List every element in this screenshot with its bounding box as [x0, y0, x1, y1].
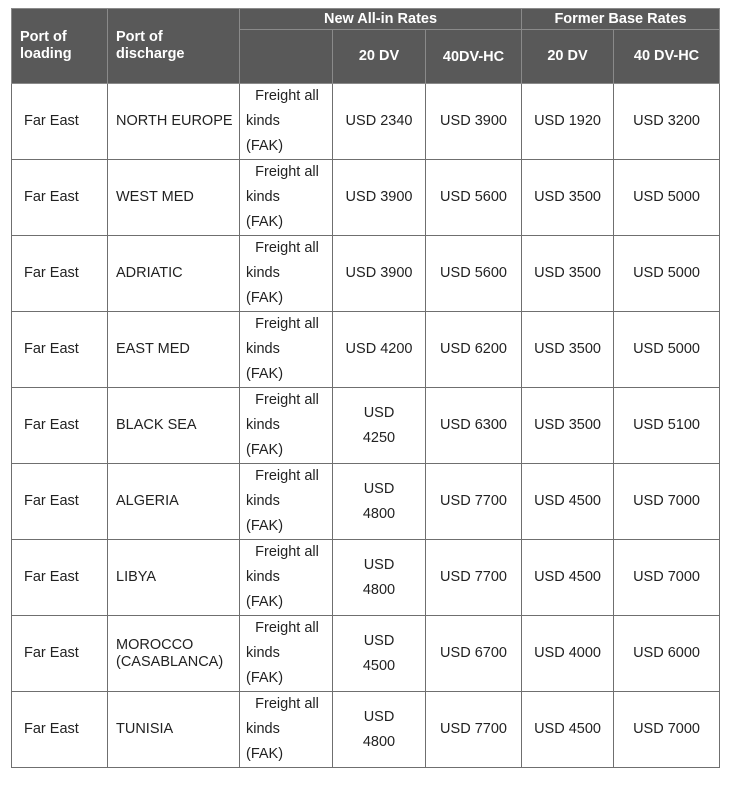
new-40dvhc-rate-cell: USD 6300 — [426, 388, 522, 464]
header-new-40dvhc: 40DV-HC — [426, 30, 522, 84]
former-20dv-rate-cell: USD 4500 — [522, 464, 614, 540]
former-40dvhc-rate-cell: USD 6000 — [614, 616, 720, 692]
port-of-loading-cell: Far East — [12, 312, 108, 388]
cargo-type-cell — [240, 616, 333, 692]
port-of-loading-cell: Far East — [12, 464, 108, 540]
table-row — [12, 84, 720, 160]
former-40dvhc-rate-cell: USD 7000 — [614, 692, 720, 768]
cargo-type-line: (FAK) — [246, 442, 284, 458]
new-20dv-rate-cell: USD 4800 — [333, 464, 426, 540]
port-of-discharge-cell: LIBYA — [108, 540, 240, 616]
cargo-type-line: kinds — [246, 189, 280, 205]
cargo-type-cell — [240, 464, 333, 540]
table-row — [12, 464, 720, 540]
new-20dv-rate-cell: USD 3900 — [333, 236, 426, 312]
new-40dvhc-rate-cell: USD 5600 — [426, 236, 522, 312]
new-40dvhc-rate-cell: USD 3900 — [426, 84, 522, 160]
former-40dvhc-rate-cell: USD 5000 — [614, 312, 720, 388]
cargo-type-line: (FAK) — [246, 138, 284, 154]
header-new-20dv: 20 DV — [333, 30, 426, 84]
cargo-type-cell — [240, 312, 333, 388]
new-40dvhc-rate-cell: USD 7700 — [426, 692, 522, 768]
cargo-type-line: (FAK) — [246, 746, 284, 762]
former-40dvhc-rate-cell: USD 5000 — [614, 160, 720, 236]
header-former-base-rates: Former Base Rates — [522, 9, 720, 30]
cargo-type-cell — [240, 540, 333, 616]
rates-table-body — [12, 84, 720, 768]
former-40dvhc-rate-cell: USD 7000 — [614, 540, 720, 616]
table-row — [12, 692, 720, 768]
header-former-40dvhc: 40 DV-HC — [614, 30, 720, 84]
former-20dv-rate-cell: USD 4500 — [522, 540, 614, 616]
port-of-loading-cell: Far East — [12, 236, 108, 312]
new-40dvhc-rate-cell: USD 5600 — [426, 160, 522, 236]
former-40dvhc-rate-cell: USD 3200 — [614, 84, 720, 160]
table-row — [12, 540, 720, 616]
cargo-type-line: kinds — [246, 721, 280, 737]
port-of-loading-cell: Far East — [12, 540, 108, 616]
cargo-type-line: kinds — [246, 417, 280, 433]
cargo-type-line: Freight all — [255, 88, 319, 104]
cargo-type-line: (FAK) — [246, 290, 284, 306]
port-of-loading-cell: Far East — [12, 616, 108, 692]
cargo-type-cell — [240, 388, 333, 464]
cargo-type-line: Freight all — [255, 620, 319, 636]
header-former-20dv: 20 DV — [522, 30, 614, 84]
rates-table-container — [11, 8, 720, 768]
port-of-loading-cell: Far East — [12, 84, 108, 160]
new-20dv-rate-cell: USD 4200 — [333, 312, 426, 388]
table-row — [12, 616, 720, 692]
cargo-type-line: kinds — [246, 265, 280, 281]
new-20dv-rate-cell: USD 4800 — [333, 692, 426, 768]
cargo-type-line: (FAK) — [246, 214, 284, 230]
cargo-type-line: (FAK) — [246, 594, 284, 610]
port-of-discharge-cell: BLACK SEA — [108, 388, 240, 464]
new-20dv-rate-cell: USD 2340 — [333, 84, 426, 160]
cargo-type-line: Freight all — [255, 468, 319, 484]
former-20dv-rate-cell: USD 3500 — [522, 236, 614, 312]
cargo-type-cell — [240, 160, 333, 236]
header-port-of-loading: Port of loading — [12, 9, 108, 84]
former-20dv-rate-cell: USD 3500 — [522, 312, 614, 388]
port-of-discharge-cell: TUNISIA — [108, 692, 240, 768]
port-of-discharge-cell: EAST MED — [108, 312, 240, 388]
table-row — [12, 388, 720, 464]
former-20dv-rate-cell: USD 3500 — [522, 388, 614, 464]
cargo-type-line: kinds — [246, 645, 280, 661]
cargo-type-cell — [240, 84, 333, 160]
cargo-type-line: Freight all — [255, 696, 319, 712]
former-20dv-rate-cell: USD 1920 — [522, 84, 614, 160]
new-40dvhc-rate-cell: USD 6700 — [426, 616, 522, 692]
former-40dvhc-rate-cell: USD 7000 — [614, 464, 720, 540]
header-empty-cell — [240, 30, 333, 84]
port-of-loading-cell: Far East — [12, 160, 108, 236]
new-40dvhc-rate-cell: USD 6200 — [426, 312, 522, 388]
table-row — [12, 236, 720, 312]
cargo-type-line: kinds — [246, 113, 280, 129]
cargo-type-line: (FAK) — [246, 366, 284, 382]
cargo-type-line: (FAK) — [246, 518, 284, 534]
port-of-discharge-cell: NORTH EUROPE — [108, 84, 240, 160]
port-of-loading-cell: Far East — [12, 692, 108, 768]
cargo-type-line: (FAK) — [246, 670, 284, 686]
former-20dv-rate-cell: USD 3500 — [522, 160, 614, 236]
cargo-type-cell — [240, 236, 333, 312]
new-20dv-rate-cell: USD 3900 — [333, 160, 426, 236]
cargo-type-line: Freight all — [255, 164, 319, 180]
new-20dv-rate-cell: USD 4500 — [333, 616, 426, 692]
former-20dv-rate-cell: USD 4500 — [522, 692, 614, 768]
cargo-type-line: kinds — [246, 341, 280, 357]
table-row — [12, 312, 720, 388]
cargo-type-line: Freight all — [255, 240, 319, 256]
cargo-type-line: Freight all — [255, 544, 319, 560]
cargo-type-cell — [240, 692, 333, 768]
cargo-type-line: kinds — [246, 493, 280, 509]
table-row — [12, 160, 720, 236]
cargo-type-line: kinds — [246, 569, 280, 585]
port-of-discharge-cell: MOROCCO (CASABLANCA) — [108, 616, 240, 692]
former-40dvhc-rate-cell: USD 5000 — [614, 236, 720, 312]
cargo-type-line: Freight all — [255, 316, 319, 332]
port-of-discharge-cell: ALGERIA — [108, 464, 240, 540]
rates-table — [11, 8, 720, 768]
header-new-all-in-rates: New All-in Rates — [240, 9, 522, 30]
port-of-discharge-cell: WEST MED — [108, 160, 240, 236]
former-40dvhc-rate-cell: USD 5100 — [614, 388, 720, 464]
header-port-of-discharge: Port of discharge — [108, 9, 240, 84]
port-of-discharge-cell: ADRIATIC — [108, 236, 240, 312]
former-20dv-rate-cell: USD 4000 — [522, 616, 614, 692]
new-20dv-rate-cell: USD 4250 — [333, 388, 426, 464]
new-40dvhc-rate-cell: USD 7700 — [426, 540, 522, 616]
port-of-loading-cell: Far East — [12, 388, 108, 464]
new-20dv-rate-cell: USD 4800 — [333, 540, 426, 616]
new-40dvhc-rate-cell: USD 7700 — [426, 464, 522, 540]
cargo-type-line: Freight all — [255, 392, 319, 408]
